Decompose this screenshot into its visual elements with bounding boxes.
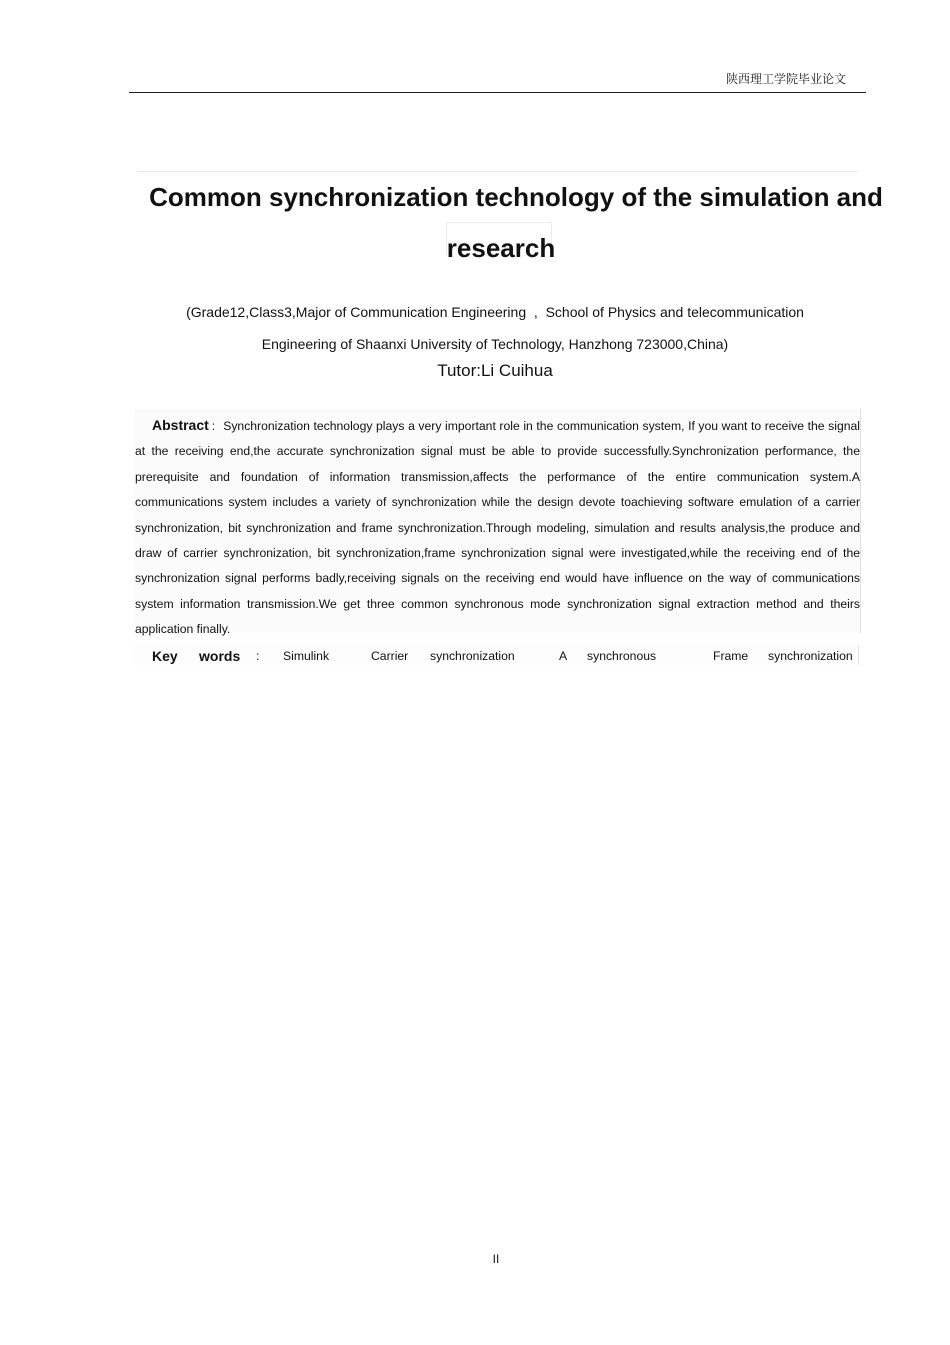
- tutor: Tutor:Li Cuihua: [437, 361, 553, 380]
- running-header: 陕西理工学院毕业论文: [725, 72, 846, 86]
- title-line-1: Common synchronization technology of the simulation and: [149, 182, 883, 212]
- paper-title: [136, 172, 896, 274]
- keyword-item: Frame: [713, 649, 749, 663]
- abstract-label: Abstract: [152, 417, 209, 433]
- keyword-item: synchronization: [768, 649, 853, 663]
- keyword-item: synchronization: [430, 649, 515, 663]
- abstract: [135, 413, 860, 643]
- abstract-text: Synchronization technology plays a very important role in the communication system, If you want to receive the signal at the receiving end,the accurate synchronization signal must be able to provide successfully.Synchronization performance, the prerequisite and foundation of information transmission,affects the performance of the entire communication system.A communications system includes a variety of synchronization while the design devote toachieving software emulation of a carrier synchronization, bit synchronization and frame synchronization.Through modeling, simulation and results analysis,the produce and draw of carrier synchronization, bit synchronization,frame synchronization signal were investigated,while the receiving end of the synchronization signal performs badly,receiving signals on the receiving end would have influence on the way of communications system information transmission.We get three common synchronous mode synchronization signal extraction method and theirs application finally.: [135, 419, 860, 637]
- keyword-item: A: [559, 649, 568, 663]
- keywords-label-key: Key: [152, 648, 178, 664]
- affiliation-line-2: Engineering of Shaanxi University of Technology, Hanzhong 723000,China): [261, 336, 729, 352]
- title-line-2: research: [446, 233, 556, 263]
- keyword-item: Carrier: [371, 649, 409, 663]
- keywords-colon: :: [256, 649, 260, 663]
- keyword-item: synchronous: [587, 649, 657, 663]
- keyword-item: Simulink: [283, 649, 330, 663]
- affiliation-line-1: (Grade12,Class3,Major of Communication Engineering , School of Physics and telecommunication: [186, 304, 804, 320]
- page-number: II: [492, 1252, 500, 1266]
- affiliation: [120, 296, 870, 360]
- abstract-colon: :: [211, 419, 216, 433]
- keywords-label-words: words: [199, 648, 241, 664]
- header-rule: [129, 92, 866, 93]
